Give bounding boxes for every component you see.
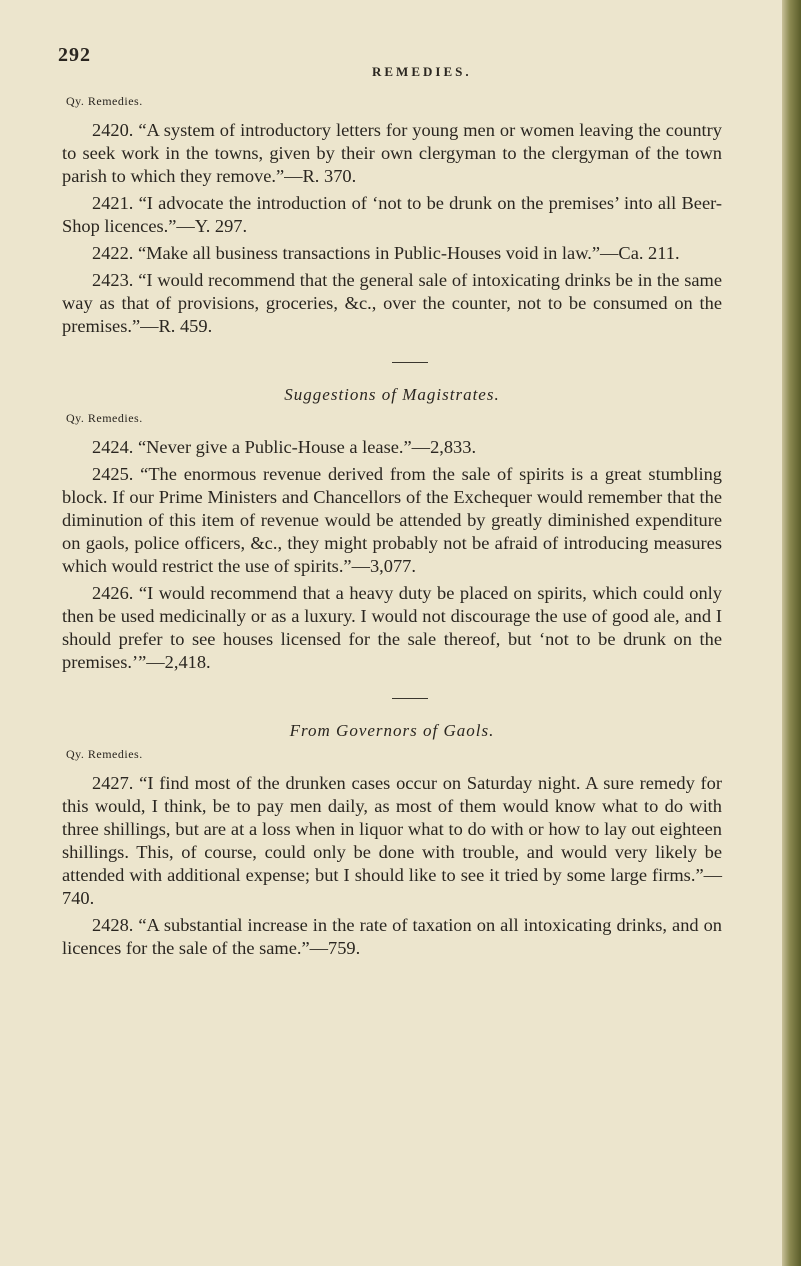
paragraph-2423: 2423. “I would recommend that the general sale of intoxicating drinks be in the same way as that of provisions, groceries, &c., over the counter, not to be consumed on the premises.”—R. 459.: [62, 270, 722, 336]
side-label: Qy. Remedies.: [66, 94, 143, 108]
page-body: [62, 94, 722, 964]
paragraph-2421: 2421. “I advocate the introduction of ‘not to be drunk on the premises’ into all Beer-Shop licences.”—Y. 297.: [62, 193, 722, 236]
section-divider: [392, 362, 428, 363]
paragraph-2428: 2428. “A substantial increase in the rate of taxation on all intoxicating drinks, and on licences for the sale of the same.”—759.: [62, 915, 722, 958]
side-label: Qy. Remedies.: [66, 411, 143, 425]
paragraph-2426: 2426. “I would recommend that a heavy duty be placed on spirits, which could only then be used medicinally or as a luxury. I would not discourage the use of good ale, and I should prefer to see houses licensed for the sale thereof, but ‘not to be drunk on the premises.’”—2,418.: [62, 583, 722, 672]
section-divider: [392, 698, 428, 699]
section-governors: [62, 721, 722, 960]
side-label: Qy. Remedies.: [66, 747, 143, 761]
section-heading: From Governors of Gaols.: [289, 721, 495, 740]
paragraph-2422: 2422. “Make all business transactions in Public-Houses void in law.”—Ca. 211.: [92, 243, 680, 263]
paragraph-2424: 2424. “Never give a Public-House a lease.”—2,833.: [92, 437, 477, 457]
page-edge: [782, 0, 801, 1266]
paragraph-2425: 2425. “The enormous revenue derived from the sale of spirits is a great stumbling block. If our Prime Ministers and Chancellors of the Exchequer would remember that the diminution of this item of revenue would be attended by greatly diminished expenditure on gaols, police officers, &c., they might probably not be afraid of introducing measures which would restrict the use of spirits.”—3,077.: [62, 464, 722, 576]
section-magistrates: [62, 385, 722, 674]
running-title: REMEDIES.: [372, 64, 472, 79]
section-clergy: [62, 94, 722, 338]
section-heading: Suggestions of Magistrates.: [284, 385, 500, 404]
page-number: 292: [58, 44, 91, 66]
paragraph-2420: 2420. “A system of introductory letters for young men or women leaving the country to seek work in the towns, given by their own clergyman to the clergyman of the town parish to which they remove.”—R. 370.: [62, 120, 722, 186]
paragraph-2427: 2427. “I find most of the drunken cases occur on Saturday night. A sure remedy for this would, I think, be to pay men daily, as most of them would know what to do with three shillings, but are at a loss when in liquor what to do with or how to lay out eighteen shillings. This, of course, could only be done with trouble, and would very likely be attended with additional expense; but I should like to see it tried by some large firms.”—740.: [62, 773, 722, 908]
